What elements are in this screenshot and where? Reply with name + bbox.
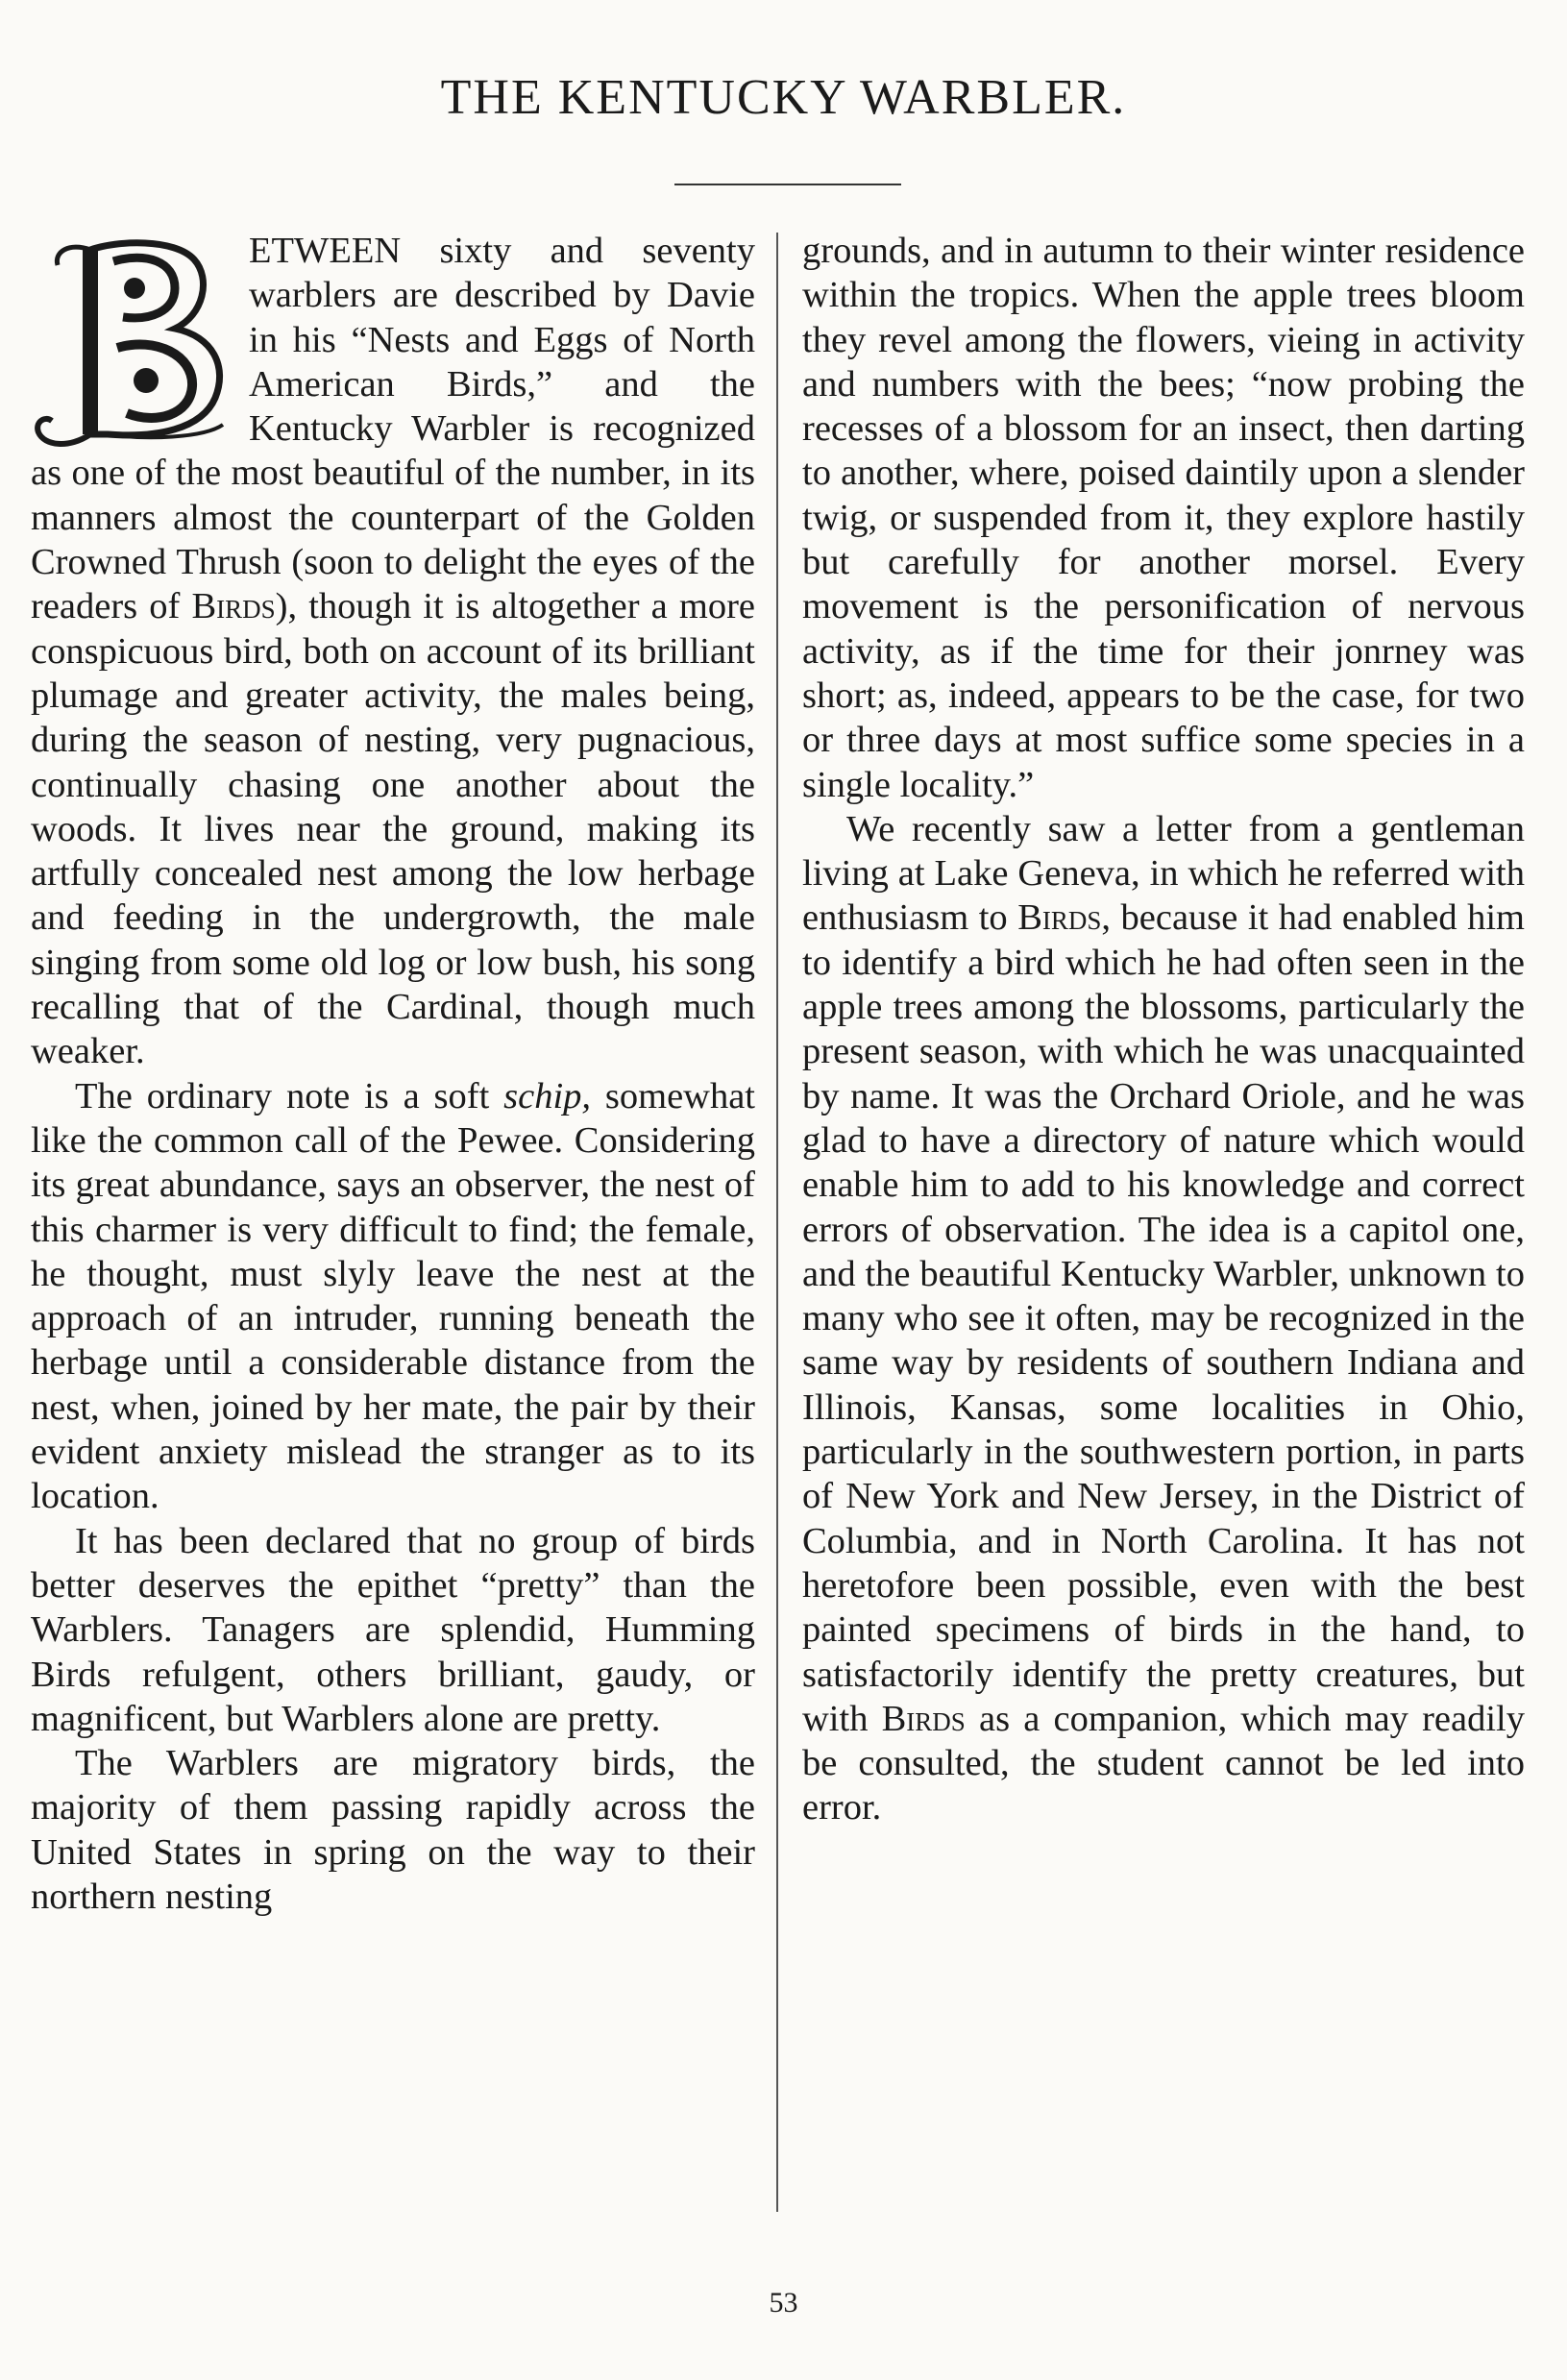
birds-magazine-name: Birds (881, 1698, 966, 1739)
title-rule (674, 184, 901, 185)
page-title: THE KENTUCKY WARBLER. (440, 70, 1127, 125)
right-column (802, 229, 1525, 1830)
paragraph-2 (31, 1074, 755, 1519)
paragraph-6-start: We recently saw a letter from a gentleman living at Lake Geneva, in which he referred with enthusiasm to (802, 808, 1525, 939)
paragraph-1-text: ETWEEN sixty and seventy warblers are described by Davie in his “Nests and Eggs of North American Birds,” and the Kentucky Warbler is recognized as one of the most beautiful of the number, in its manners almost the counterpart of the Golden Crowned Thrush (soon to delight the eyes of the readers of (31, 231, 755, 627)
dropcap-glyph (31, 233, 237, 449)
paragraph-2-start: The ordinary note is a soft (75, 1075, 504, 1116)
left-column (31, 229, 755, 1919)
paragraph-3: It has been declared that no group of birds better deserves the epithet “pretty” than the Warblers. Tanagers are splendid, Humming Birds refulgent, others brilliant, gaudy, or magnificent, but Warblers alone are pretty. (31, 1520, 755, 1739)
schip-word: schip, (503, 1075, 592, 1116)
paragraph-2-end: somewhat like the common call of the Pewee. Considering its great abundance, says an observer, the nest of this charmer is very difficult to find; the female, he thought, must slyly leave the nest at the approach of an intruder, running beneath the herbage until a considerable distance from the nest, when, joined by her mate, the pair by their evident anxiety mislead the stranger as to its location. (31, 1075, 755, 1517)
paragraph-6-end: as a companion, which may readily be consulted, the student cannot be led into error. (802, 1698, 1525, 1828)
paragraph-6 (802, 807, 1525, 1830)
column-divider (776, 233, 778, 2212)
ornamental-dropcap-b (31, 233, 237, 449)
paragraph-6-mid: , because it had enabled him to identify a bird which he had often seen in the apple trees among the blossoms, particularly the present season, with which he was unacquainted by name. It was the Orchard Oriole, and he was glad to have a directory of nature which would enable him to add to his knowledge and correct errors of observation. The idea is a capitol one, and the beautiful Kentucky Warbler, unknown to many who see it often, may be recognized in the same way by residents of southern Indiana and Illinois, Kansas, some localities in Ohio, particularly in the southwestern portion, in parts of New York and New Jersey, in the District of Columbia, and in North Carolina. It has not heretofore been possible, even with the best painted specimens of birds in the hand, to satisfactorily identify the pretty creatures, but with (802, 897, 1525, 1739)
paragraph-4: The Warblers are migratory birds, the majority of them passing rapidly across the United States in spring on the way to their northern nesting (31, 1743, 755, 1917)
page-number: 53 (769, 2287, 798, 2319)
paragraph-5: grounds, and in autumn to their winter residence within the tropics. When the apple trees bloom they revel among the flowers, vieing in activity and numbers with the bees; “now probing the recesses of a blossom for an insect, then darting to another, where, poised daintily upon a slender twig, or suspended from it, they explore hastily but carefully for another morsel. Every movement is the personification of nervous activity, as if the time for their jonrney was short; as, indeed, appears to be the case, for two or three days at most suffice some species in a single locality.” (802, 231, 1525, 805)
birds-magazine-name: Birds (1017, 897, 1102, 939)
paragraph-1 (31, 229, 755, 1074)
paragraph-1-end: ), though it is altogether a more conspicuous bird, both on account of its brilliant plumage and greater activity, the males being, during the season of nesting, very pugnacious, continually chasing one another about the woods. It lives near the ground, making its artfully concealed nest among the low herbage and feeding in the undergrowth, the male singing from some old log or low bush, his song recalling that of the Cardinal, though much weaker. (31, 586, 755, 1072)
birds-magazine-name: Birds (191, 586, 276, 627)
